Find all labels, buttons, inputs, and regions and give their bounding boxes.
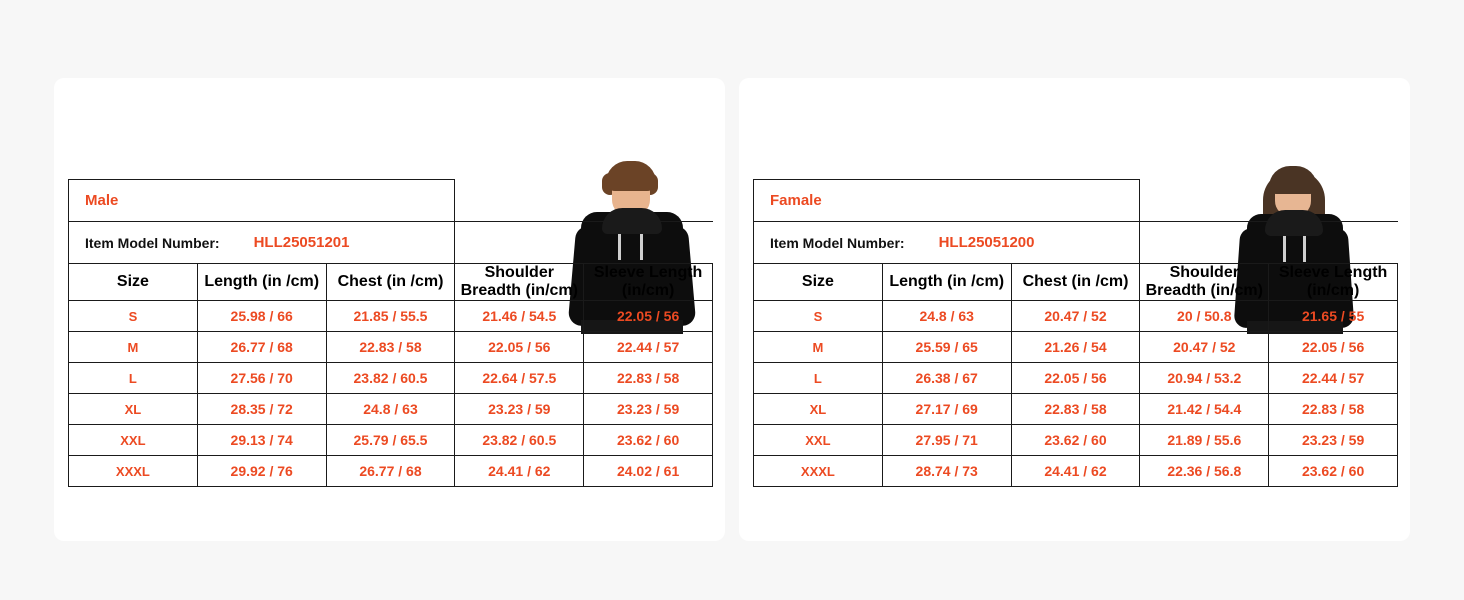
cell-length: 24.8 / 63 [882,301,1011,332]
table-row [754,301,1398,332]
cell-chest: 23.82 / 60.5 [326,363,455,394]
cell-sleeve: 23.23 / 59 [584,394,713,425]
figure-spacer-cell [455,180,713,222]
table-row [69,456,713,487]
cell-sleeve: 22.83 / 58 [1269,394,1398,425]
model-number-label: Item Model Number: [85,234,220,251]
cell-length: 28.35 / 72 [197,394,326,425]
table-row [69,394,713,425]
table-row [69,363,713,394]
column-header-label: Size [801,273,834,290]
cell-sleeve: 23.23 / 59 [1269,425,1398,456]
figure-spacer-cell [1140,222,1398,264]
table-row [754,456,1398,487]
cell-length: 27.56 / 70 [197,363,326,394]
cell-shoulder: 23.82 / 60.5 [455,425,584,456]
column-header-sleeve-length [1269,264,1398,301]
column-header-label: Length [889,273,943,290]
model-number-cell [69,222,455,264]
column-header-label: Length [204,273,258,290]
female-size-chart-card [739,78,1410,541]
cell-size: XL [69,394,198,425]
cell-shoulder: 21.42 / 54.4 [1140,394,1269,425]
table-row [754,332,1398,363]
figure-spacer-cell [455,222,713,264]
cell-shoulder: 22.36 / 56.8 [1140,456,1269,487]
cell-length: 26.38 / 67 [882,363,1011,394]
cell-length: 25.98 / 66 [197,301,326,332]
column-header-length [197,264,326,301]
cell-size: L [754,363,883,394]
column-header-size [69,264,198,301]
model-number-row [754,222,1398,264]
cell-shoulder: 22.05 / 56 [455,332,584,363]
figure-spacer-cell [1140,180,1398,222]
gender-row [754,180,1398,222]
gender-label: Male [69,180,455,222]
size-chart-cards [54,78,1410,541]
male-size-chart-card [54,78,725,541]
column-header-size [754,264,883,301]
column-header-chest [1011,264,1140,301]
model-number-cell [754,222,1140,264]
column-header-unit: (in/cm) [1306,282,1360,299]
column-header-label: Shoulder Breadth [460,264,554,299]
cell-chest: 22.83 / 58 [326,332,455,363]
column-header-shoulder-breadth [1140,264,1269,301]
male-size-table-wrap [68,179,713,487]
column-header-unit: (in /cm) [1071,273,1129,290]
cell-size: S [754,301,883,332]
cell-size: M [754,332,883,363]
table-row [754,363,1398,394]
female-size-table [753,179,1398,487]
cell-length: 29.13 / 74 [197,425,326,456]
cell-sleeve: 22.05 / 56 [1269,332,1398,363]
column-header-shoulder-breadth [455,264,584,301]
cell-chest: 21.26 / 54 [1011,332,1140,363]
column-header-unit: (in/cm) [621,282,675,299]
column-header-label: Sleeve Length [593,264,703,281]
cell-shoulder: 20.47 / 52 [1140,332,1269,363]
cell-sleeve: 23.62 / 60 [1269,456,1398,487]
column-header-unit: (in/cm) [525,282,578,299]
model-number-row [69,222,713,264]
cell-length: 27.17 / 69 [882,394,1011,425]
column-header-label: Chest [337,273,383,290]
model-number-value: HLL25051201 [253,234,350,251]
gender-row [69,180,713,222]
column-header-unit: (in /cm) [386,273,444,290]
cell-sleeve: 22.05 / 56 [584,301,713,332]
table-row [69,332,713,363]
model-number-value: HLL25051200 [938,234,1035,251]
cell-chest: 25.79 / 65.5 [326,425,455,456]
cell-chest: 24.8 / 63 [326,394,455,425]
cell-chest: 24.41 / 62 [1011,456,1140,487]
cell-chest: 26.77 / 68 [326,456,455,487]
cell-size: XXXL [69,456,198,487]
table-header-row [69,264,713,301]
table-row [754,394,1398,425]
column-header-length [882,264,1011,301]
column-header-sleeve-length [584,264,713,301]
table-row [69,425,713,456]
cell-sleeve: 22.44 / 57 [584,332,713,363]
column-header-label: Sleeve Length [1278,264,1388,281]
cell-size: S [69,301,198,332]
column-header-chest [326,264,455,301]
cell-length: 29.92 / 76 [197,456,326,487]
cell-size: XXXL [754,456,883,487]
column-header-label: Chest [1022,273,1068,290]
cell-size: XXL [754,425,883,456]
cell-sleeve: 24.02 / 61 [584,456,713,487]
cell-chest: 22.05 / 56 [1011,363,1140,394]
cell-shoulder: 20 / 50.8 [1140,301,1269,332]
cell-chest: 22.83 / 58 [1011,394,1140,425]
cell-shoulder: 23.23 / 59 [455,394,584,425]
column-header-unit: (in /cm) [262,273,320,290]
cell-size: M [69,332,198,363]
cell-shoulder: 22.64 / 57.5 [455,363,584,394]
table-row [69,301,713,332]
table-header-row [754,264,1398,301]
cell-shoulder: 21.89 / 55.6 [1140,425,1269,456]
cell-shoulder: 20.94 / 53.2 [1140,363,1269,394]
table-row [754,425,1398,456]
model-number-label: Item Model Number: [770,234,905,251]
gender-label: Famale [754,180,1140,222]
cell-size: XXL [69,425,198,456]
cell-shoulder: 24.41 / 62 [455,456,584,487]
cell-sleeve: 22.44 / 57 [1269,363,1398,394]
cell-sleeve: 23.62 / 60 [584,425,713,456]
cell-chest: 20.47 / 52 [1011,301,1140,332]
cell-chest: 21.85 / 55.5 [326,301,455,332]
column-header-label: Size [116,273,149,290]
column-header-unit: (in /cm) [947,273,1005,290]
cell-length: 25.59 / 65 [882,332,1011,363]
cell-size: XL [754,394,883,425]
cell-sleeve: 22.83 / 58 [584,363,713,394]
male-size-table [68,179,713,487]
cell-sleeve: 21.65 / 55 [1269,301,1398,332]
column-header-label: Shoulder Breadth [1145,264,1239,299]
column-header-unit: (in/cm) [1210,282,1263,299]
cell-chest: 23.62 / 60 [1011,425,1140,456]
cell-length: 27.95 / 71 [882,425,1011,456]
female-size-table-wrap [753,179,1398,487]
cell-shoulder: 21.46 / 54.5 [455,301,584,332]
cell-length: 26.77 / 68 [197,332,326,363]
cell-length: 28.74 / 73 [882,456,1011,487]
cell-size: L [69,363,198,394]
